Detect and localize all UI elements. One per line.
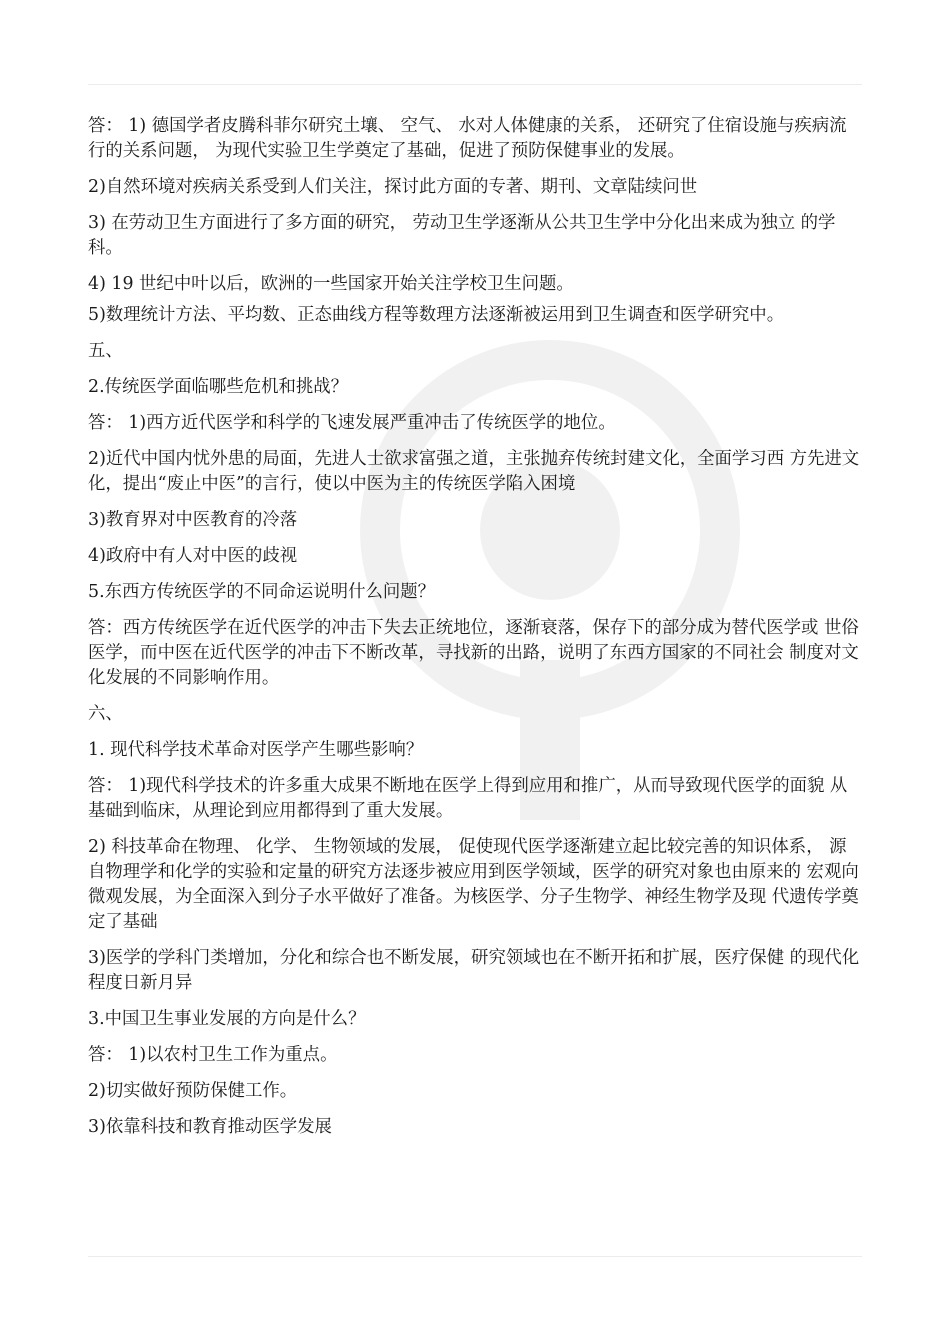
- section-heading-6: 六、: [88, 704, 123, 724]
- header-rule: [88, 84, 862, 85]
- paragraph-17: 2) 科技革命在物理、 化学、 生物领域的发展， 促使现代医学逐渐建立起比较完善的知识体系， 源自物理学和化学的实验和定量的研究方法逐步被应用到医学领域，医学的研究对象也由原来的 宏观向微观发展，为全面深入到分子水平做好了准备。为核医学、分子生物学、神经生物学及现 代遗传学奠定了基础: [88, 837, 859, 932]
- question-5: 5.东西方传统医学的不同命运说明什么问题？: [88, 582, 436, 602]
- paragraph-21: 2)切实做好预防保健工作。: [88, 1081, 298, 1101]
- paragraph-2: 2)自然环境对疾病关系受到人们关注，探讨此方面的专著、期刊、文章陆续问世: [88, 177, 698, 197]
- paragraph-11: 4)政府中有人对中医的歧视: [88, 546, 298, 566]
- footer-rule: [88, 1256, 862, 1257]
- paragraph-18: 3)医学的学科门类增加，分化和综合也不断发展，研究领域也在不断开拓和扩展，医疗保健 的现代化程度日新月异: [88, 948, 860, 993]
- paragraph-8: 答： 1)西方近代医学和科学的飞速发展严重冲击了传统医学的地位。: [88, 413, 616, 433]
- paragraph-20: 答： 1)以农村卫生工作为重点。: [88, 1045, 338, 1065]
- paragraph-13: 答：西方传统医学在近代医学的冲击下失去正统地位，逐渐衰落，保存下的部分成为替代医学或 世俗医学，而中医在近代医学的冲击下不断改革，寻找新的出路，说明了东西方国家的不同社会 制度对文化发展的不同影响作用。: [88, 618, 859, 688]
- section-heading-5: 五、: [88, 341, 123, 361]
- question-1: 1. 现代科学技术革命对医学产生哪些影响？: [88, 740, 424, 760]
- paragraph-4: 4) 19 世纪中叶以后，欧洲的一些国家开始关注学校卫生问题。: [88, 274, 574, 294]
- paragraph-9: 2)近代中国内忧外患的局面，先进人士欲求富强之道，主张抛弃传统封建文化，全面学习西 方先进文化，提出“废止中医”的言行，使以中医为主的传统医学陷入困境: [88, 449, 860, 494]
- paragraph-10: 3)教育界对中医教育的冷落: [88, 510, 298, 530]
- paragraph-22: 3)依靠科技和教育推动医学发展: [88, 1117, 332, 1137]
- document-body: [88, 114, 862, 1151]
- paragraph-3: 3) 在劳动卫生方面进行了多方面的研究， 劳动卫生学逐渐从公共卫生学中分化出来成为独立 的学科。: [88, 213, 836, 258]
- paragraph-5: 5)数理统计方法、平均数、正态曲线方程等数理方法逐渐被运用到卫生调查和医学研究中。: [88, 305, 785, 325]
- paragraph-16: 答： 1)现代科学技术的许多重大成果不断地在医学上得到应用和推广，从而导致现代医学的面貌 从基础到临床，从理论到应用都得到了重大发展。: [88, 776, 848, 821]
- paragraph-1: 答： 1) 德国学者皮腾科菲尔研究土壤、 空气、 水对人体健康的关系， 还研究了住宿设施与疾病流行的关系问题， 为现代实验卫生学奠定了基础，促进了预防保健事业的发展。: [88, 116, 847, 161]
- question-3: 3.中国卫生事业发展的方向是什么？: [88, 1009, 366, 1029]
- question-2: 2.传统医学面临哪些危机和挑战？: [88, 377, 349, 397]
